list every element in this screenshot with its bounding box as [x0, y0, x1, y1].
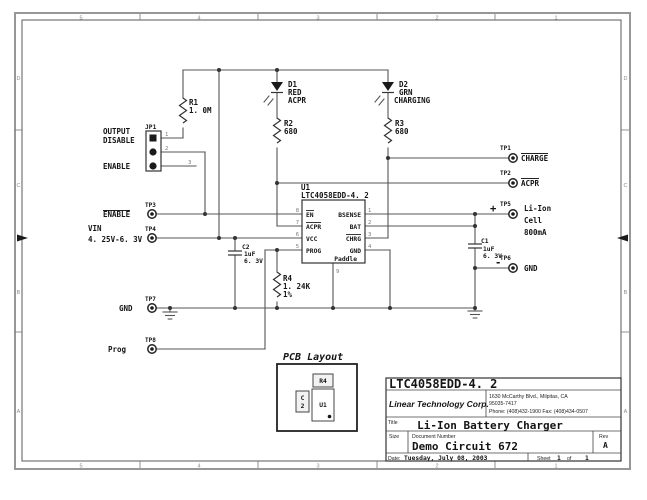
tp6-label: TP6: [500, 255, 511, 262]
u1-ref: U1: [301, 183, 311, 192]
vin-label: VIN: [88, 224, 102, 233]
zone-row-label: A: [16, 409, 21, 415]
c2-voltage: 6. 3V: [244, 258, 263, 265]
titleblock-part-number: LTC4058EDD-4. 2: [389, 377, 498, 391]
sheet-total: 1: [585, 455, 589, 462]
testpoint-tp3: [103, 202, 156, 219]
zone-col-label: 4: [197, 15, 201, 22]
tp1-label: TP1: [500, 145, 511, 152]
jp1-pin2-circle: [149, 148, 156, 155]
r2-ref: R2: [284, 119, 294, 128]
u1-pin5-num: 5: [295, 244, 299, 250]
sheet-number: 1: [557, 455, 561, 462]
ground-symbol: [468, 311, 482, 318]
date-label: Date:: [388, 456, 401, 462]
zone-col-label: 2: [435, 463, 439, 470]
d2-ref: D2: [399, 80, 409, 89]
resistor-r4: [274, 272, 311, 299]
tp2-signal: ACPR: [521, 179, 540, 188]
r1-ref: R1: [189, 98, 199, 107]
testpoint-tp7: [119, 296, 156, 313]
u1-pin2-num: 2: [368, 220, 372, 226]
u1-pin-acpr: ACPR: [306, 224, 322, 231]
company-name: Linear Technology Corp.: [389, 399, 489, 409]
drawing-title: Li-Ion Battery Charger: [417, 419, 563, 432]
vin-range: 4. 25V-6. 3V: [88, 235, 143, 244]
u1-pin-prog: PROG: [306, 248, 322, 255]
r3-value: 680: [395, 127, 409, 136]
pcb-u1-label: U1: [319, 402, 327, 409]
jp1-pin3-circle: [149, 162, 156, 169]
jp1-enable-label: ENABLE: [103, 162, 131, 171]
resistor-r3: [385, 118, 410, 143]
u1-pin-bsense: BSENSE: [338, 212, 361, 219]
tp1-signal: CHARGE: [521, 154, 549, 163]
u1-pin6-num: 6: [295, 232, 299, 238]
tp7-signal: GND: [119, 304, 133, 313]
pcb-layout-title: PCB Layout: [283, 352, 344, 363]
r4-tolerance: 1%: [283, 290, 293, 299]
battery-line2: Cell: [524, 216, 543, 225]
jp1-disable-label: DISABLE: [103, 136, 135, 145]
battery-plus: +: [490, 203, 497, 215]
battery-minus: -: [495, 257, 502, 269]
zone-col-label: 1: [554, 463, 558, 470]
zone-col-label: 1: [554, 15, 558, 22]
c1-value: 1uF: [483, 246, 495, 253]
c2-ref: C2: [242, 244, 250, 251]
zone-row-label: D: [16, 76, 21, 82]
zone-col-label: 5: [79, 15, 83, 22]
rev-value: A: [603, 441, 608, 450]
pcb-c2-label-line1: C: [300, 395, 305, 402]
size-label: Size: [389, 434, 400, 440]
r3-ref: R3: [395, 119, 405, 128]
zone-col-label: 5: [79, 463, 83, 470]
testpoint-tp2: [500, 170, 540, 188]
testpoint-tp1: [500, 145, 549, 163]
jp1-pin3-num: 3: [188, 160, 192, 166]
tp3-signal: ENABLE: [103, 210, 131, 219]
pcb-r4-label: R4: [319, 378, 327, 385]
tp8-label: TP8: [145, 337, 156, 344]
battery-line3: 800mA: [524, 228, 547, 237]
u1-pin7-num: 7: [295, 220, 299, 226]
tp8-signal: Prog: [108, 345, 127, 354]
d1-color: RED: [288, 88, 302, 97]
r4-value: 1. 24K: [283, 282, 311, 291]
jumper-jp1: [103, 124, 191, 171]
jp1-pin1-num: 1: [165, 132, 169, 138]
r4-ref: R4: [283, 274, 293, 283]
zone-row-label: B: [623, 290, 628, 296]
title-block: [386, 377, 621, 462]
zone-row-label: C: [16, 183, 21, 189]
zone-col-label: 2: [435, 15, 439, 22]
c1-voltage: 6. 3V: [483, 253, 502, 260]
jp1-ref: JP1: [145, 124, 157, 131]
u1-paddle-pin-num: 9: [336, 269, 340, 275]
resistor-r2: [274, 118, 299, 143]
jp1-pin1-square: [150, 135, 157, 142]
zone-col-label: 4: [197, 463, 201, 470]
pcb-u1-pin1-dot: [328, 415, 332, 419]
ic-u1: [296, 183, 372, 275]
tp2-label: TP2: [500, 170, 511, 177]
zone-row-label: D: [623, 76, 628, 82]
led-d1: [264, 80, 307, 105]
u1-pin1-num: 1: [368, 208, 372, 214]
sheet-of-label: of: [567, 456, 572, 462]
ground-symbol: [163, 312, 177, 319]
company-address-line2: 95035-7417: [489, 401, 517, 407]
title-label: Title: [388, 420, 398, 426]
zone-row-label: B: [16, 290, 21, 296]
jp1-output-label: OUTPUT: [103, 127, 131, 136]
document-number: Demo Circuit 672: [412, 440, 518, 453]
pcb-c2-label-line2: 2: [300, 403, 305, 410]
company-phone: Phone: (408)432-1900 Fax: (408)434-0507: [489, 409, 588, 415]
u1-pin8-num: 8: [295, 208, 299, 214]
u1-pin-gnd: GND: [349, 248, 361, 255]
u1-pin-bat: BAT: [349, 224, 361, 231]
zone-row-label: C: [623, 183, 628, 189]
u1-pin-chrg: CHRG: [345, 236, 361, 243]
tp3-label: TP3: [145, 202, 156, 209]
resistor-r1: [180, 98, 213, 123]
battery-line1: Li-Ion: [524, 204, 552, 213]
tp6-signal: GND: [524, 264, 538, 273]
testpoint-tp4: [88, 224, 156, 244]
u1-pin4-num: 4: [368, 244, 372, 250]
u1-paddle-label: Paddle: [334, 256, 357, 263]
testpoint-tp8: [108, 337, 156, 354]
led-d2: [375, 80, 431, 105]
u1-pin-en: EN: [306, 212, 314, 219]
tp5-label: TP5: [500, 201, 511, 208]
d1-ref: D1: [288, 80, 298, 89]
u1-pin-vcc: VCC: [306, 236, 318, 243]
d2-signal: CHARGING: [394, 96, 431, 105]
r2-value: 680: [284, 127, 298, 136]
right-center-arrow-icon: [617, 235, 628, 242]
d1-signal: ACPR: [288, 96, 307, 105]
c2-value: 1uF: [244, 251, 256, 258]
d2-color: GRN: [399, 88, 413, 97]
sheet-label: Sheet: [537, 456, 551, 462]
junction-dots: [168, 68, 477, 310]
u1-pin3-num: 3: [368, 232, 372, 238]
c1-ref: C1: [481, 238, 489, 245]
document-number-label: Document Number: [412, 434, 456, 440]
company-address-line1: 1630 McCarthy Blvd., Milpitas, CA: [489, 394, 568, 400]
testpoint-tp6: [495, 255, 538, 273]
tp7-label: TP7: [145, 296, 156, 303]
jp1-pin2-num: 2: [165, 146, 169, 152]
capacitor-c2: [228, 244, 263, 265]
tp4-label: TP4: [145, 226, 156, 233]
pcb-layout-inset: [277, 352, 357, 431]
zone-row-label: A: [623, 409, 628, 415]
date-value: Tuesday, July 08, 2003: [404, 455, 488, 462]
rev-label: Rev: [599, 434, 609, 440]
zone-col-label: 3: [316, 463, 320, 470]
zone-col-label: 3: [316, 15, 320, 22]
r1-value: 1. 0M: [189, 106, 212, 115]
u1-part: LTC4058EDD-4. 2: [301, 191, 369, 200]
testpoint-tp5: [490, 201, 551, 237]
